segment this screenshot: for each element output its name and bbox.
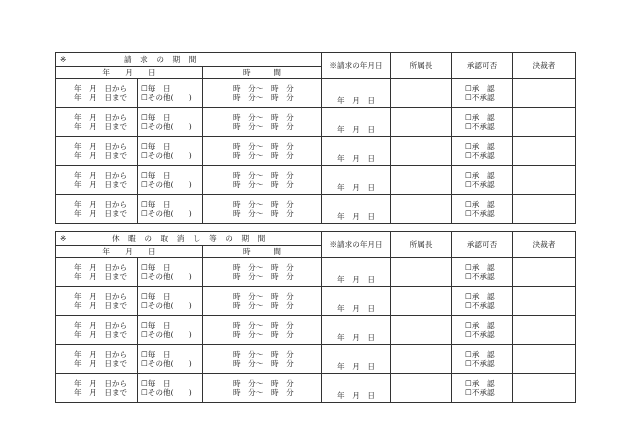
request-date-field[interactable]: 年 月 日	[322, 108, 391, 137]
request-date-header: ※請求の年月日	[322, 53, 391, 79]
daily-checkbox[interactable]: ☐毎 日	[141, 141, 171, 151]
request-period-table	[55, 52, 576, 224]
approval-cell	[452, 258, 513, 287]
reject-checkbox[interactable]: ☐不承認	[465, 272, 495, 281]
time-from-field[interactable]: 時 分～ 時 分	[233, 112, 294, 122]
other-checkbox[interactable]: ☐その他( )	[141, 359, 192, 368]
time-to-field[interactable]: 時 分～ 時 分	[233, 93, 294, 102]
table-row	[56, 374, 576, 403]
time-range-cell[interactable]	[203, 374, 322, 403]
daily-checkbox[interactable]: ☐毎 日	[141, 320, 171, 330]
date-from-field[interactable]: 年 月 日から	[74, 320, 128, 330]
time-from-field[interactable]: 時 分～ 時 分	[233, 199, 294, 209]
date-from-field[interactable]: 年 月 日から	[74, 170, 128, 180]
dept-head-seal-cell[interactable]	[391, 258, 452, 287]
reject-checkbox[interactable]: ☐不承認	[465, 209, 495, 218]
date-from-field[interactable]: 年 月 日から	[74, 112, 128, 122]
dept-head-header: 所属長	[391, 53, 452, 79]
date-to-field[interactable]: 年 月 日まで	[74, 330, 128, 339]
date-range-cell[interactable]	[56, 195, 138, 224]
time-header: 時 間	[203, 246, 322, 258]
request-date-field[interactable]: 年 月 日	[322, 258, 391, 287]
table-row	[56, 137, 576, 166]
date-from-field[interactable]: 年 月 日から	[74, 141, 128, 151]
date-to-field[interactable]: 年 月 日まで	[74, 301, 128, 310]
table-row	[56, 195, 576, 224]
time-from-field[interactable]: 時 分～ 時 分	[233, 291, 294, 301]
date-from-field[interactable]: 年 月 日から	[74, 378, 128, 388]
time-range-cell[interactable]	[203, 258, 322, 287]
approver-seal-cell[interactable]	[513, 166, 576, 195]
table-row	[56, 108, 576, 137]
other-checkbox[interactable]: ☐その他( )	[141, 388, 192, 397]
dept-head-header: 所属長	[391, 232, 452, 258]
time-range-cell[interactable]	[203, 195, 322, 224]
date-to-field[interactable]: 年 月 日まで	[74, 93, 128, 102]
time-range-cell[interactable]	[203, 79, 322, 108]
approval-header: 承認可否	[452, 53, 513, 79]
time-from-field[interactable]: 時 分～ 時 分	[233, 141, 294, 151]
time-from-field[interactable]: 時 分～ 時 分	[233, 262, 294, 272]
request-date-field[interactable]: 年 月 日	[322, 345, 391, 374]
other-checkbox[interactable]: ☐その他( )	[141, 151, 192, 160]
approve-checkbox[interactable]: ☐承 認	[465, 83, 495, 93]
kind-cell	[138, 195, 203, 224]
table-row	[56, 166, 576, 195]
other-checkbox[interactable]: ☐その他( )	[141, 209, 192, 218]
time-to-field[interactable]: 時 分～ 時 分	[233, 122, 294, 131]
dept-head-seal-cell[interactable]	[391, 166, 452, 195]
approver-seal-cell[interactable]	[513, 287, 576, 316]
date-to-field[interactable]: 年 月 日まで	[74, 209, 128, 218]
other-checkbox[interactable]: ☐その他( )	[141, 301, 192, 310]
table-row	[56, 316, 576, 345]
kind-cell	[138, 137, 203, 166]
date-to-field[interactable]: 年 月 日まで	[74, 359, 128, 368]
kind-cell	[138, 345, 203, 374]
request-date-header: ※請求の年月日	[322, 232, 391, 258]
approve-checkbox[interactable]: ☐承 認	[465, 170, 495, 180]
time-range-cell[interactable]	[203, 287, 322, 316]
dept-head-seal-cell[interactable]	[391, 374, 452, 403]
approve-checkbox[interactable]: ☐承 認	[465, 320, 495, 330]
time-to-field[interactable]: 時 分～ 時 分	[233, 272, 294, 281]
time-range-cell[interactable]	[203, 345, 322, 374]
table-row	[56, 345, 576, 374]
approval-cell	[452, 166, 513, 195]
time-range-cell[interactable]	[203, 316, 322, 345]
approver-header: 決裁者	[513, 53, 576, 79]
table-row	[56, 79, 576, 108]
approve-checkbox[interactable]: ☐承 認	[465, 199, 495, 209]
period-header	[56, 53, 322, 67]
dept-head-seal-cell[interactable]	[391, 108, 452, 137]
note-mark: ※	[60, 54, 67, 64]
time-to-field[interactable]: 時 分～ 時 分	[233, 301, 294, 310]
period-title: 休 暇 の 取 消 し 等 の 期 間	[112, 233, 266, 243]
other-checkbox[interactable]: ☐その他( )	[141, 93, 192, 102]
approval-cell	[452, 374, 513, 403]
daily-checkbox[interactable]: ☐毎 日	[141, 83, 171, 93]
other-checkbox[interactable]: ☐その他( )	[141, 272, 192, 281]
dept-head-seal-cell[interactable]	[391, 195, 452, 224]
daily-checkbox[interactable]: ☐毎 日	[141, 262, 171, 272]
time-to-field[interactable]: 時 分～ 時 分	[233, 330, 294, 339]
time-from-field[interactable]: 時 分～ 時 分	[233, 320, 294, 330]
date-range-cell[interactable]	[56, 137, 138, 166]
approver-seal-cell[interactable]	[513, 258, 576, 287]
daily-checkbox[interactable]: ☐毎 日	[141, 112, 171, 122]
dept-head-seal-cell[interactable]	[391, 316, 452, 345]
request-date-field[interactable]: 年 月 日	[322, 166, 391, 195]
approver-seal-cell[interactable]	[513, 316, 576, 345]
date-to-field[interactable]: 年 月 日まで	[74, 388, 128, 397]
time-range-cell[interactable]	[203, 166, 322, 195]
approve-checkbox[interactable]: ☐承 認	[465, 262, 495, 272]
approval-header: 承認可否	[452, 232, 513, 258]
approve-checkbox[interactable]: ☐承 認	[465, 112, 495, 122]
approval-cell	[452, 316, 513, 345]
daily-checkbox[interactable]: ☐毎 日	[141, 291, 171, 301]
approver-seal-cell[interactable]	[513, 137, 576, 166]
request-date-field[interactable]: 年 月 日	[322, 316, 391, 345]
time-from-field[interactable]: 時 分～ 時 分	[233, 83, 294, 93]
reject-checkbox[interactable]: ☐不承認	[465, 93, 495, 102]
request-date-field[interactable]: 年 月 日	[322, 137, 391, 166]
date-from-field[interactable]: 年 月 日から	[74, 83, 128, 93]
table-row	[56, 287, 576, 316]
approval-cell	[452, 79, 513, 108]
time-to-field[interactable]: 時 分～ 時 分	[233, 180, 294, 189]
date-range-cell[interactable]	[56, 166, 138, 195]
period-title: 請 求 の 期 間	[124, 54, 197, 64]
approve-checkbox[interactable]: ☐承 認	[465, 291, 495, 301]
dept-head-seal-cell[interactable]	[391, 79, 452, 108]
approver-seal-cell[interactable]	[513, 195, 576, 224]
time-to-field[interactable]: 時 分～ 時 分	[233, 388, 294, 397]
date-range-cell[interactable]	[56, 316, 138, 345]
approval-cell	[452, 287, 513, 316]
date-range-cell[interactable]	[56, 345, 138, 374]
reject-checkbox[interactable]: ☐不承認	[465, 388, 495, 397]
date-to-field[interactable]: 年 月 日まで	[74, 122, 128, 131]
approver-seal-cell[interactable]	[513, 108, 576, 137]
date-range-cell[interactable]	[56, 108, 138, 137]
table-row	[56, 258, 576, 287]
date-to-field[interactable]: 年 月 日まで	[74, 151, 128, 160]
kind-cell	[138, 374, 203, 403]
approver-seal-cell[interactable]	[513, 374, 576, 403]
date-from-field[interactable]: 年 月 日から	[74, 262, 128, 272]
dept-head-seal-cell[interactable]	[391, 287, 452, 316]
approver-seal-cell[interactable]	[513, 79, 576, 108]
kind-cell	[138, 108, 203, 137]
date-from-field[interactable]: 年 月 日から	[74, 291, 128, 301]
reject-checkbox[interactable]: ☐不承認	[465, 180, 495, 189]
date-range-cell[interactable]	[56, 287, 138, 316]
time-from-field[interactable]: 時 分～ 時 分	[233, 349, 294, 359]
time-from-field[interactable]: 時 分～ 時 分	[233, 378, 294, 388]
dept-head-seal-cell[interactable]	[391, 137, 452, 166]
daily-checkbox[interactable]: ☐毎 日	[141, 170, 171, 180]
approval-cell	[452, 345, 513, 374]
time-range-cell[interactable]	[203, 137, 322, 166]
note-mark: ※	[60, 233, 67, 243]
dept-head-seal-cell[interactable]	[391, 345, 452, 374]
request-date-field[interactable]: 年 月 日	[322, 287, 391, 316]
time-header: 時 間	[203, 67, 322, 79]
time-from-field[interactable]: 時 分～ 時 分	[233, 170, 294, 180]
request-date-field[interactable]: 年 月 日	[322, 79, 391, 108]
date-from-field[interactable]: 年 月 日から	[74, 199, 128, 209]
approve-checkbox[interactable]: ☐承 認	[465, 349, 495, 359]
ymd-header: 年 月 日	[56, 67, 203, 79]
reject-checkbox[interactable]: ☐不承認	[465, 122, 495, 131]
kind-cell	[138, 166, 203, 195]
time-to-field[interactable]: 時 分～ 時 分	[233, 359, 294, 368]
time-to-field[interactable]: 時 分～ 時 分	[233, 151, 294, 160]
kind-cell	[138, 316, 203, 345]
reject-checkbox[interactable]: ☐不承認	[465, 359, 495, 368]
daily-checkbox[interactable]: ☐毎 日	[141, 378, 171, 388]
date-to-field[interactable]: 年 月 日まで	[74, 272, 128, 281]
daily-checkbox[interactable]: ☐毎 日	[141, 199, 171, 209]
approve-checkbox[interactable]: ☐承 認	[465, 378, 495, 388]
cancel-period-table	[55, 231, 576, 403]
request-date-field[interactable]: 年 月 日	[322, 195, 391, 224]
approve-checkbox[interactable]: ☐承 認	[465, 141, 495, 151]
time-range-cell[interactable]	[203, 108, 322, 137]
kind-cell	[138, 79, 203, 108]
kind-cell	[138, 287, 203, 316]
date-range-cell[interactable]	[56, 258, 138, 287]
approval-cell	[452, 195, 513, 224]
request-date-field[interactable]: 年 月 日	[322, 374, 391, 403]
approval-cell	[452, 108, 513, 137]
approval-cell	[452, 137, 513, 166]
date-range-cell[interactable]	[56, 79, 138, 108]
approver-seal-cell[interactable]	[513, 345, 576, 374]
reject-checkbox[interactable]: ☐不承認	[465, 301, 495, 310]
date-from-field[interactable]: 年 月 日から	[74, 349, 128, 359]
date-to-field[interactable]: 年 月 日まで	[74, 180, 128, 189]
time-to-field[interactable]: 時 分～ 時 分	[233, 209, 294, 218]
other-checkbox[interactable]: ☐その他( )	[141, 180, 192, 189]
kind-cell	[138, 258, 203, 287]
other-checkbox[interactable]: ☐その他( )	[141, 330, 192, 339]
other-checkbox[interactable]: ☐その他( )	[141, 122, 192, 131]
period-header	[56, 232, 322, 246]
reject-checkbox[interactable]: ☐不承認	[465, 151, 495, 160]
daily-checkbox[interactable]: ☐毎 日	[141, 349, 171, 359]
date-range-cell[interactable]	[56, 374, 138, 403]
approver-header: 決裁者	[513, 232, 576, 258]
ymd-header: 年 月 日	[56, 246, 203, 258]
reject-checkbox[interactable]: ☐不承認	[465, 330, 495, 339]
